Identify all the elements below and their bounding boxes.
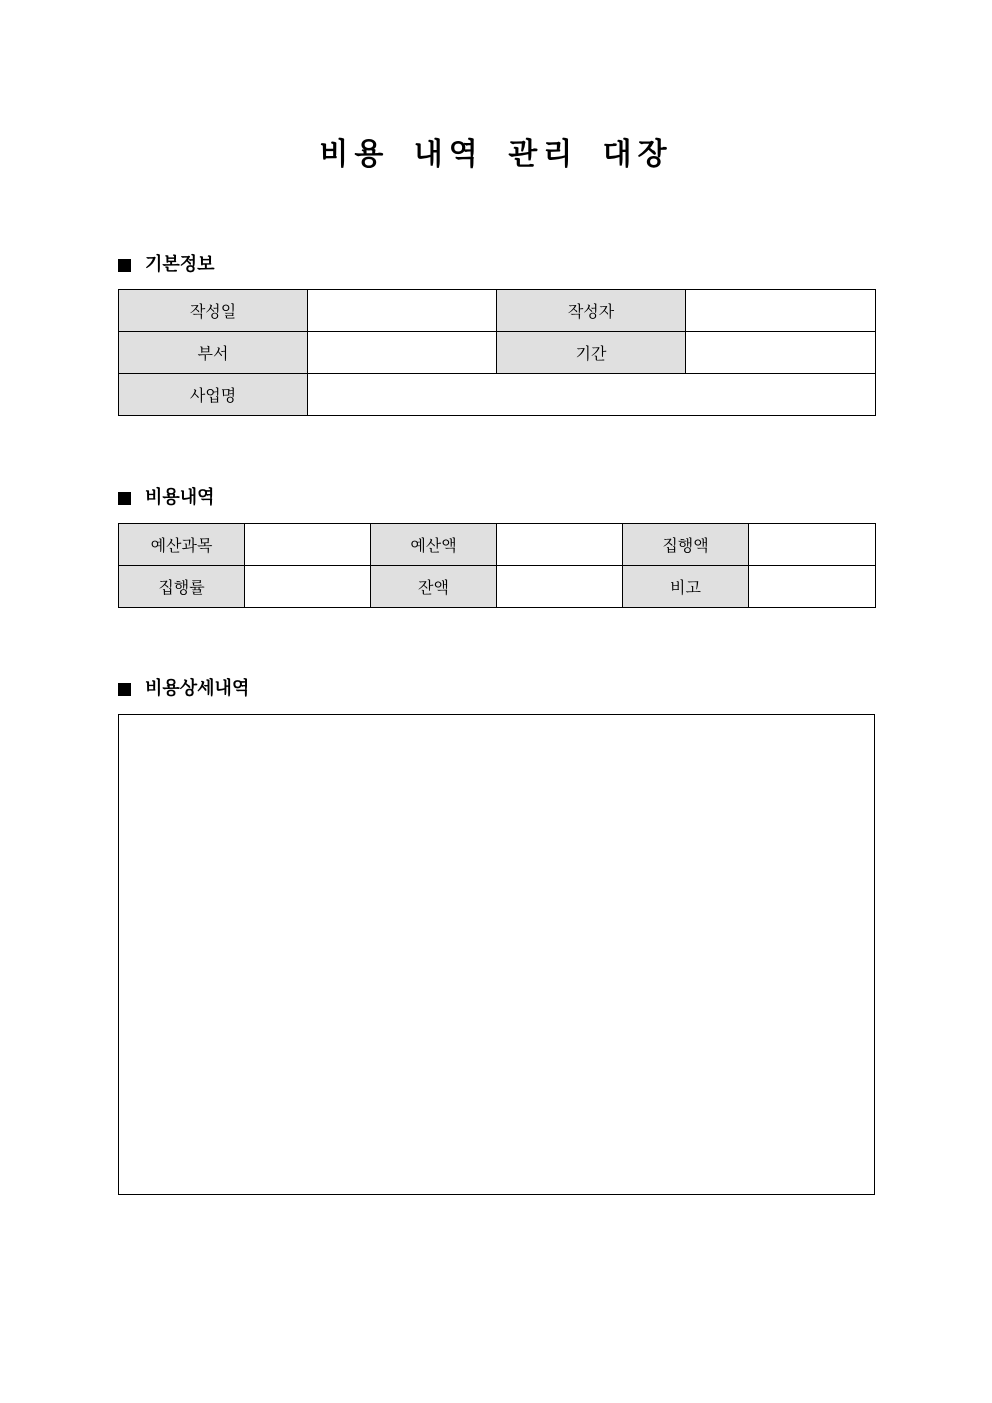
cost-summary-table: [118, 523, 876, 608]
label-budget-amount: 예산액: [371, 524, 497, 566]
table-row: [119, 524, 876, 566]
label-project: 사업명: [119, 374, 308, 416]
label-balance: 잔액: [371, 566, 497, 608]
label-budget-item: 예산과목: [119, 524, 245, 566]
executed-amount-field[interactable]: [749, 524, 876, 566]
execution-rate-field[interactable]: [245, 566, 371, 608]
period-field[interactable]: [686, 332, 876, 374]
author-field[interactable]: [686, 290, 876, 332]
project-field[interactable]: [308, 374, 876, 416]
section-basic-heading: [118, 253, 215, 277]
label-date: 작성일: [119, 290, 308, 332]
section-detail-title: 비용상세내역: [145, 678, 250, 699]
label-remarks: 비고: [623, 566, 749, 608]
label-execution-rate: 집행률: [119, 566, 245, 608]
square-bullet-icon: [118, 492, 131, 505]
budget-amount-field[interactable]: [497, 524, 623, 566]
label-executed-amount: 집행액: [623, 524, 749, 566]
date-field[interactable]: [308, 290, 497, 332]
remarks-field[interactable]: [749, 566, 876, 608]
department-field[interactable]: [308, 332, 497, 374]
section-cost-title: 비용내역: [145, 487, 215, 508]
section-cost-heading: [118, 486, 215, 510]
section-detail-heading: [118, 677, 249, 701]
label-department: 부서: [119, 332, 308, 374]
table-row: [119, 332, 876, 374]
balance-field[interactable]: [497, 566, 623, 608]
square-bullet-icon: [118, 259, 131, 272]
budget-item-field[interactable]: [245, 524, 371, 566]
page-title: 비용 내역 관리 대장: [319, 137, 673, 172]
table-row: [119, 374, 876, 416]
table-row: [119, 566, 876, 608]
basic-info-table: [118, 289, 876, 416]
square-bullet-icon: [118, 683, 131, 696]
table-row: [119, 290, 876, 332]
label-author: 작성자: [497, 290, 686, 332]
detail-content-area[interactable]: [118, 714, 875, 1195]
label-period: 기간: [497, 332, 686, 374]
section-basic-title: 기본정보: [145, 254, 215, 275]
